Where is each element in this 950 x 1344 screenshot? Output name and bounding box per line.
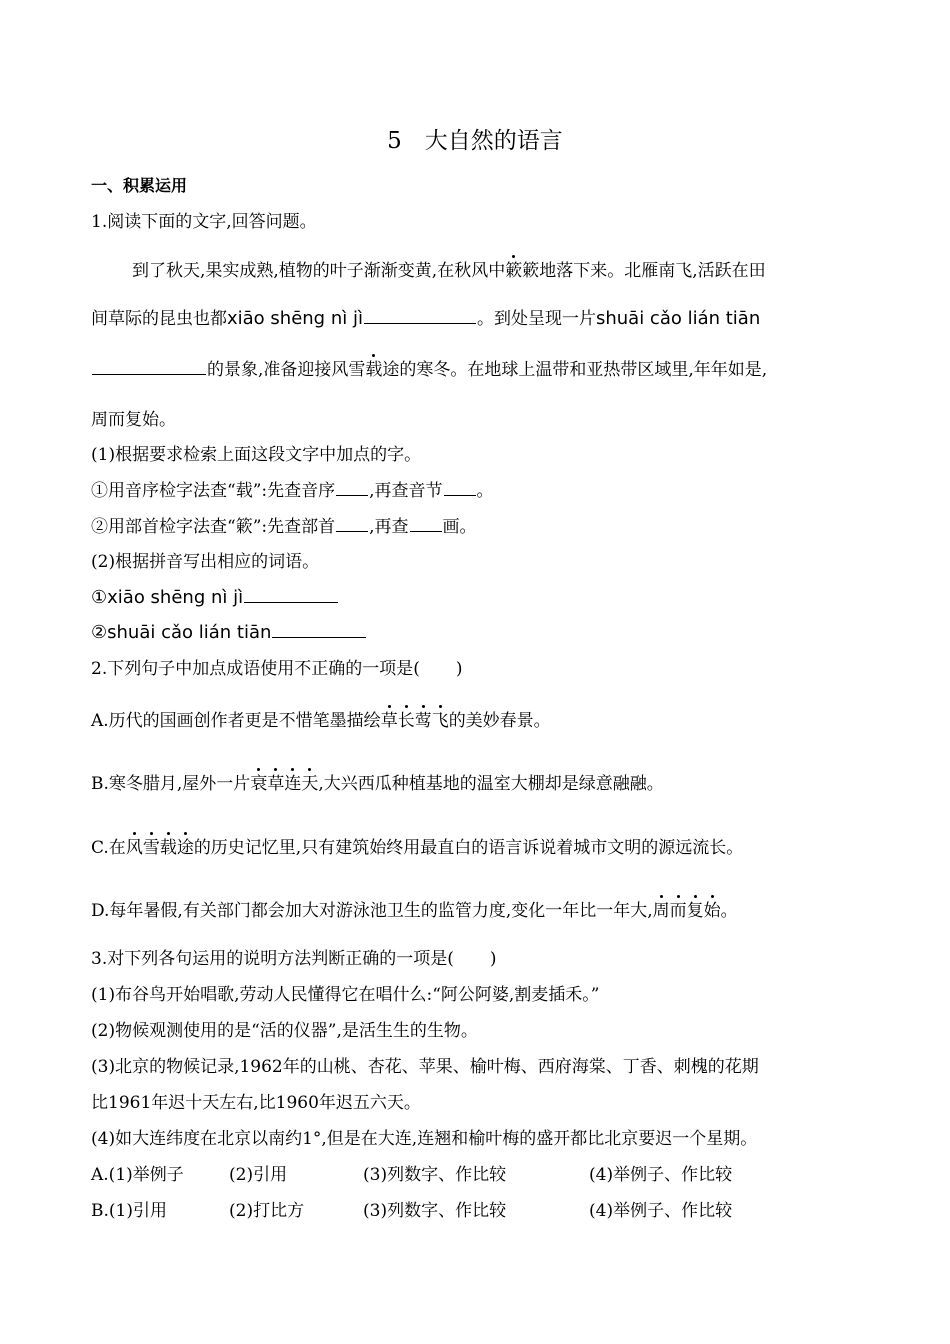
option-text: A.历代的国画创作者更是不惜笔墨描绘 bbox=[91, 711, 381, 731]
option-text: 的历史记忆里,只有建筑始终用最直白的语言诉说着城市文明的源远流长。 bbox=[193, 838, 744, 858]
dotted-char: 草 bbox=[380, 711, 398, 731]
sub-question-2: (2)根据拼音写出相应的词语。 bbox=[91, 552, 320, 572]
answer-blank[interactable] bbox=[410, 530, 442, 532]
dotted-char: 周 bbox=[652, 901, 670, 921]
pinyin-prompt: xiāo shēng nì jì bbox=[227, 308, 363, 329]
dotted-char: 载 bbox=[365, 360, 383, 380]
question-text: ) bbox=[455, 659, 463, 679]
dotted-char: 草 bbox=[267, 774, 285, 794]
passage-text: 到了秋天,果实成熟,植物的叶子渐渐变黄,在秋风中 bbox=[132, 261, 506, 281]
statement-2: (2)物候观测使用的是“活的仪器”,是活生生的生物。 bbox=[91, 1021, 478, 1041]
dotted-char: 而 bbox=[669, 901, 687, 921]
dotted-char: 载 bbox=[159, 838, 177, 858]
passage-line-4: 周而复始。 bbox=[91, 410, 176, 430]
choice-part: B.(1)引用 bbox=[91, 1201, 167, 1221]
dotted-char: 簌 bbox=[505, 261, 523, 281]
item-number: ① bbox=[91, 587, 108, 608]
answer-blank[interactable] bbox=[444, 494, 476, 496]
question-text: ①用音序检字法查“载”:先查音序 bbox=[91, 481, 336, 501]
question-text: ,再查音节 bbox=[369, 481, 443, 501]
option-text: D.每年暑假,有关部门都会加大对游泳池卫生的监管力度,变化一年比一年大, bbox=[91, 901, 653, 921]
question-text: 3.对下列各句运用的说明方法判断正确的一项是( bbox=[91, 949, 454, 969]
question-text: 画。 bbox=[442, 517, 477, 537]
answer-blank[interactable] bbox=[92, 373, 206, 375]
sub-question-1a bbox=[91, 483, 494, 500]
dotted-char: 连 bbox=[284, 774, 302, 794]
option-text: 。 bbox=[720, 901, 738, 921]
option-c[interactable] bbox=[91, 840, 743, 857]
choice-part: (2)引用 bbox=[229, 1165, 288, 1185]
dotted-char: 长 bbox=[397, 711, 415, 731]
sub-question-2b bbox=[91, 624, 367, 642]
passage-line-2 bbox=[91, 310, 760, 328]
question-text: ) bbox=[489, 949, 497, 969]
answer-blank[interactable] bbox=[364, 322, 476, 324]
dotted-char: 复 bbox=[686, 901, 704, 921]
question-text: ②用部首检字法查“簌”:先查部首 bbox=[91, 517, 336, 537]
pinyin-prompt: shuāi cǎo lián tiān bbox=[107, 622, 272, 643]
question-text: 2.下列句子中加点成语使用不正确的一项是( bbox=[91, 659, 420, 679]
dotted-char: 途 bbox=[176, 838, 194, 858]
option-a[interactable] bbox=[91, 713, 551, 730]
question-text: ,再查 bbox=[369, 517, 409, 537]
choice-part: (4)举例子、作比较 bbox=[589, 1165, 733, 1185]
choice-part: (3)列数字、作比较 bbox=[363, 1165, 507, 1185]
item-number: ② bbox=[91, 622, 108, 643]
option-text: B.寒冬腊月,屋外一片 bbox=[91, 774, 251, 794]
question-1-stem: 1.阅读下面的文字,回答问题。 bbox=[91, 212, 317, 232]
question-text: 。 bbox=[476, 481, 494, 501]
option-text: 的美妙春景。 bbox=[448, 711, 551, 731]
passage-text: 。到处呈现一片 bbox=[476, 309, 596, 329]
option-text: C.在 bbox=[91, 838, 126, 858]
choice-part: (3)列数字、作比较 bbox=[363, 1201, 507, 1221]
pinyin-prompt: xiāo shēng nì jì bbox=[107, 587, 244, 608]
question-3-stem bbox=[91, 951, 497, 968]
option-b[interactable] bbox=[91, 776, 664, 793]
answer-blank[interactable] bbox=[336, 494, 368, 496]
sub-question-2a bbox=[91, 589, 339, 607]
passage-line-1 bbox=[132, 263, 766, 280]
sub-question-1b bbox=[91, 519, 477, 536]
passage-text: 间草际的昆虫也都 bbox=[91, 309, 227, 329]
passage-text: 的景象,准备迎接风雪 bbox=[207, 360, 366, 380]
page-title: 5 大自然的语言 bbox=[387, 128, 563, 154]
dotted-char: 飞 bbox=[431, 711, 449, 731]
choice-part: (2)打比方 bbox=[229, 1201, 305, 1221]
passage-text: 途的寒冬。在地球上温带和亚热带区域里,年年如是, bbox=[382, 360, 768, 380]
statement-1: (1)布谷鸟开始唱歌,劳动人民懂得它在唱什么:“阿公阿婆,割麦插禾。” bbox=[91, 985, 600, 1005]
statement-3-line-1: (3)北京的物候记录,1962年的山桃、杏花、苹果、榆叶梅、西府海棠、丁香、刺槐的花期 bbox=[91, 1057, 759, 1077]
statement-3-line-2: 比1961年迟十天左右,比1960年迟五六天。 bbox=[91, 1093, 421, 1113]
passage-text: 簌地落下来。北雁南飞,活跃在田 bbox=[522, 261, 766, 281]
answer-blank[interactable] bbox=[244, 601, 338, 603]
dotted-char: 莺 bbox=[414, 711, 432, 731]
dotted-char: 天 bbox=[301, 774, 319, 794]
statement-4: (4)如大连纬度在北京以南约1°,但是在大连,连翘和榆叶梅的盛开都比北京要迟一个星期。 bbox=[91, 1129, 758, 1149]
answer-blank[interactable] bbox=[336, 530, 368, 532]
choice-a[interactable] bbox=[91, 1167, 732, 1184]
option-text: ,大兴西瓜种植基地的温室大棚却是绿意融融。 bbox=[318, 774, 664, 794]
choice-part: A.(1)举例子 bbox=[91, 1165, 184, 1185]
choice-b[interactable] bbox=[91, 1203, 732, 1220]
dotted-char: 衰 bbox=[250, 774, 268, 794]
dotted-char: 始 bbox=[703, 901, 721, 921]
section-heading: 一、积累运用 bbox=[91, 176, 188, 195]
answer-blank[interactable] bbox=[272, 636, 366, 638]
sub-question-1: (1)根据要求检索上面这段文字中加点的字。 bbox=[91, 445, 422, 465]
dotted-char: 雪 bbox=[142, 838, 160, 858]
dotted-char: 风 bbox=[125, 838, 143, 858]
question-2-stem bbox=[91, 661, 463, 678]
pinyin-prompt: shuāi cǎo lián tiān bbox=[595, 308, 761, 329]
option-d[interactable] bbox=[91, 903, 738, 920]
choice-part: (4)举例子、作比较 bbox=[589, 1201, 733, 1221]
passage-line-3 bbox=[91, 362, 767, 379]
